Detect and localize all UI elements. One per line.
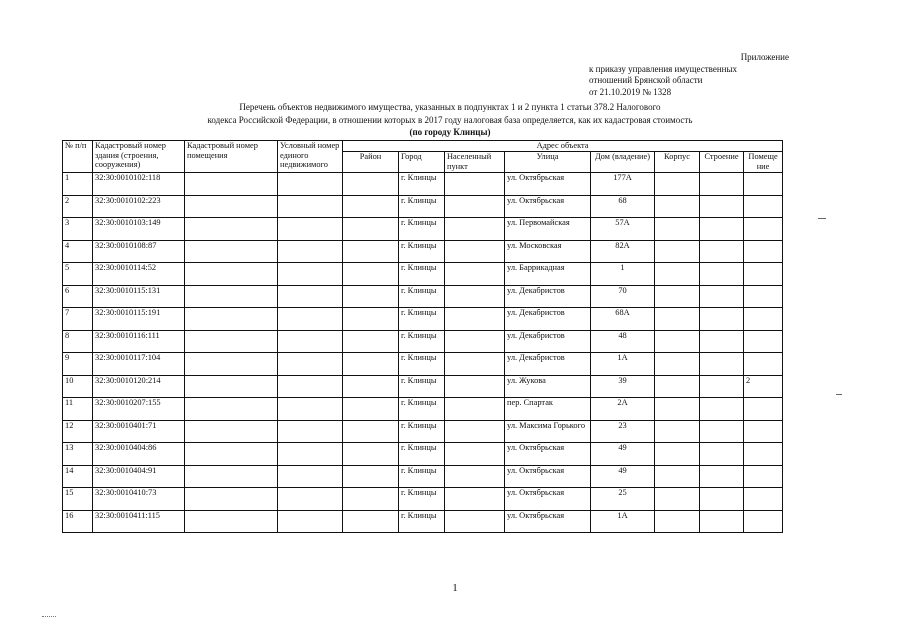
cell-city: г. Клинцы	[399, 420, 445, 443]
scan-mark	[42, 616, 56, 618]
cell-num: 16	[63, 510, 93, 533]
table-row	[63, 218, 783, 241]
cell-conditional	[278, 443, 343, 466]
cell-street: ул. Октябрьская	[505, 465, 591, 488]
cell-settlement	[445, 330, 505, 353]
cell-korpus	[655, 375, 700, 398]
table-row	[63, 510, 783, 533]
cell-korpus	[655, 195, 700, 218]
cell-num: 8	[63, 330, 93, 353]
cell-district	[343, 488, 399, 511]
cell-street: ул. Октябрьская	[505, 510, 591, 533]
cell-num: 3	[63, 218, 93, 241]
cell-building-cad: 32:30:0010108:87	[93, 240, 185, 263]
cell-room-cad	[185, 510, 278, 533]
cell-num: 1	[63, 173, 93, 196]
cell-room-cad	[185, 353, 278, 376]
cell-building	[700, 488, 744, 511]
cell-room-cad	[185, 240, 278, 263]
appendix-line-3: от 21.10.2019 № 1328	[589, 86, 672, 97]
cell-room	[744, 443, 783, 466]
cell-house: 68	[591, 195, 655, 218]
cell-street: ул. Октябрьская	[505, 443, 591, 466]
cell-city: г. Клинцы	[399, 465, 445, 488]
header-house: Дом (владение)	[591, 152, 655, 173]
cell-settlement	[445, 443, 505, 466]
cell-building	[700, 308, 744, 331]
header-street: Улица	[505, 152, 591, 173]
cell-house: 70	[591, 285, 655, 308]
appendix-block	[589, 52, 789, 98]
cell-city: г. Клинцы	[399, 353, 445, 376]
cell-district	[343, 465, 399, 488]
cell-conditional	[278, 263, 343, 286]
document-heading-line-1: Перечень объектов недвижимого имущества, указанных в подпунктах 1 и 2 пункта 1 статьи 378.2 Налогового	[239, 102, 661, 112]
table-row	[63, 465, 783, 488]
property-table	[62, 140, 783, 533]
cell-settlement	[445, 488, 505, 511]
cell-district	[343, 398, 399, 421]
cell-korpus	[655, 240, 700, 263]
cell-num: 4	[63, 240, 93, 263]
cell-korpus	[655, 510, 700, 533]
cell-building	[700, 330, 744, 353]
appendix-line-1: к приказу управления имущественных	[589, 63, 738, 74]
cell-conditional	[278, 510, 343, 533]
cell-num: 13	[63, 443, 93, 466]
cell-house: 49	[591, 465, 655, 488]
cell-room-cad	[185, 420, 278, 443]
cell-building	[700, 263, 744, 286]
cell-building-cad: 32:30:0010102:223	[93, 195, 185, 218]
cell-district	[343, 285, 399, 308]
cell-street: ул. Октябрьская	[505, 488, 591, 511]
cell-room-cad	[185, 263, 278, 286]
cell-conditional	[278, 218, 343, 241]
cell-city: г. Клинцы	[399, 173, 445, 196]
cell-conditional	[278, 353, 343, 376]
header-address-group: Адрес объекта	[343, 141, 783, 152]
cell-settlement	[445, 420, 505, 443]
cell-settlement	[445, 195, 505, 218]
cell-building-cad: 32:30:0010120:214	[93, 375, 185, 398]
document-heading-line-2: кодекса Российской Федерации, в отношении которых в 2017 году налоговая база определяется, как их кадастровая стоимость	[207, 115, 693, 125]
cell-conditional	[278, 195, 343, 218]
cell-building-cad: 32:30:0010117:104	[93, 353, 185, 376]
cell-district	[343, 263, 399, 286]
header-district: Район	[343, 152, 399, 173]
cell-building	[700, 398, 744, 421]
cell-city: г. Клинцы	[399, 398, 445, 421]
header-building-cadastral: Кадастровый номер здания (строения, сооружения)	[93, 141, 185, 173]
cell-city: г. Клинцы	[399, 195, 445, 218]
cell-building	[700, 240, 744, 263]
cell-conditional	[278, 375, 343, 398]
cell-district	[343, 240, 399, 263]
cell-room	[744, 240, 783, 263]
cell-room-cad	[185, 443, 278, 466]
cell-street: ул. Жукова	[505, 375, 591, 398]
cell-room-cad	[185, 218, 278, 241]
cell-conditional	[278, 240, 343, 263]
table-row	[63, 443, 783, 466]
cell-house: 1А	[591, 510, 655, 533]
cell-settlement	[445, 353, 505, 376]
cell-num: 7	[63, 308, 93, 331]
cell-building-cad: 32:30:0010115:131	[93, 285, 185, 308]
cell-room-cad	[185, 375, 278, 398]
cell-building	[700, 443, 744, 466]
cell-street: ул. Декабристов	[505, 353, 591, 376]
cell-house: 82А	[591, 240, 655, 263]
cell-house: 25	[591, 488, 655, 511]
cell-house: 177А	[591, 173, 655, 196]
cell-room	[744, 263, 783, 286]
cell-building-cad: 32:30:0010103:149	[93, 218, 185, 241]
cell-building	[700, 285, 744, 308]
cell-city: г. Клинцы	[399, 488, 445, 511]
cell-num: 15	[63, 488, 93, 511]
cell-city: г. Клинцы	[399, 375, 445, 398]
header-conditional-number: Условный номер единого недвижимого	[278, 141, 343, 173]
cell-building	[700, 375, 744, 398]
cell-building-cad: 32:30:0010401:71	[93, 420, 185, 443]
cell-house: 39	[591, 375, 655, 398]
table-row	[63, 488, 783, 511]
cell-street: ул. Октябрьская	[505, 195, 591, 218]
cell-room-cad	[185, 398, 278, 421]
cell-building	[700, 195, 744, 218]
cell-korpus	[655, 353, 700, 376]
table-row	[63, 398, 783, 421]
cell-house: 23	[591, 420, 655, 443]
table-row	[63, 375, 783, 398]
cell-street: ул. Декабристов	[505, 285, 591, 308]
table-row	[63, 420, 783, 443]
header-settlement: Населенный пункт	[445, 152, 505, 173]
cell-korpus	[655, 443, 700, 466]
table-body	[63, 173, 783, 533]
table-row	[63, 240, 783, 263]
cell-building-cad: 32:30:0010115:191	[93, 308, 185, 331]
cell-room-cad	[185, 330, 278, 353]
cell-korpus	[655, 173, 700, 196]
cell-building-cad: 32:30:0010114:52	[93, 263, 185, 286]
header-korpus: Корпус	[655, 152, 700, 173]
cell-korpus	[655, 218, 700, 241]
cell-room-cad	[185, 465, 278, 488]
cell-korpus	[655, 420, 700, 443]
document-heading-city: (по городу Клинцы)	[409, 127, 491, 137]
cell-conditional	[278, 285, 343, 308]
cell-korpus	[655, 465, 700, 488]
cell-room-cad	[185, 173, 278, 196]
header-city: Город	[399, 152, 445, 173]
cell-num: 12	[63, 420, 93, 443]
cell-street: ул. Московская	[505, 240, 591, 263]
cell-room: 2	[744, 375, 783, 398]
table-row	[63, 173, 783, 196]
cell-room	[744, 488, 783, 511]
cell-district	[343, 330, 399, 353]
cell-room-cad	[185, 308, 278, 331]
cell-building	[700, 353, 744, 376]
table-row	[63, 195, 783, 218]
cell-city: г. Клинцы	[399, 443, 445, 466]
cell-city: г. Клинцы	[399, 218, 445, 241]
cell-building	[700, 510, 744, 533]
appendix-line-2: отношений Брянской области	[589, 75, 703, 85]
cell-district	[343, 420, 399, 443]
cell-korpus	[655, 488, 700, 511]
cell-settlement	[445, 398, 505, 421]
cell-conditional	[278, 398, 343, 421]
cell-settlement	[445, 285, 505, 308]
cell-room	[744, 420, 783, 443]
header-num: № п/п	[63, 141, 93, 173]
cell-room-cad	[185, 195, 278, 218]
cell-city: г. Клинцы	[399, 263, 445, 286]
cell-street: ул. Декабристов	[505, 308, 591, 331]
cell-conditional	[278, 173, 343, 196]
cell-city: г. Клинцы	[399, 308, 445, 331]
cell-street: пер. Спартак	[505, 398, 591, 421]
cell-num: 9	[63, 353, 93, 376]
cell-korpus	[655, 398, 700, 421]
cell-house: 49	[591, 443, 655, 466]
cell-settlement	[445, 218, 505, 241]
cell-building-cad: 32:30:0010102:118	[93, 173, 185, 196]
cell-korpus	[655, 263, 700, 286]
cell-settlement	[445, 240, 505, 263]
cell-conditional	[278, 330, 343, 353]
cell-street: ул. Декабристов	[505, 330, 591, 353]
cell-num: 14	[63, 465, 93, 488]
cell-district	[343, 375, 399, 398]
cell-house: 1А	[591, 353, 655, 376]
cell-street: ул. Октябрьская	[505, 173, 591, 196]
cell-conditional	[278, 420, 343, 443]
cell-house: 1	[591, 263, 655, 286]
cell-room-cad	[185, 285, 278, 308]
cell-building	[700, 173, 744, 196]
header-building: Строение	[700, 152, 744, 173]
cell-city: г. Клинцы	[399, 510, 445, 533]
appendix-title: Приложение	[740, 52, 789, 62]
cell-street: ул. Максима Горького	[505, 420, 591, 443]
cell-building-cad: 32:30:0010116:111	[93, 330, 185, 353]
cell-district	[343, 173, 399, 196]
cell-city: г. Клинцы	[399, 285, 445, 308]
table-row	[63, 285, 783, 308]
cell-num: 10	[63, 375, 93, 398]
header-room-cadastral: Кадастровый номер помещения	[185, 141, 278, 173]
cell-house: 57А	[591, 218, 655, 241]
cell-building-cad: 32:30:0010404:91	[93, 465, 185, 488]
cell-district	[343, 218, 399, 241]
table-row	[63, 308, 783, 331]
cell-settlement	[445, 375, 505, 398]
cell-street: ул. Первомайская	[505, 218, 591, 241]
header-room: Помеще ние	[744, 152, 783, 173]
cell-house: 2А	[591, 398, 655, 421]
cell-room	[744, 465, 783, 488]
cell-district	[343, 353, 399, 376]
cell-district	[343, 443, 399, 466]
cell-num: 6	[63, 285, 93, 308]
cell-room	[744, 330, 783, 353]
cell-building-cad: 32:30:0010207:155	[93, 398, 185, 421]
cell-korpus	[655, 330, 700, 353]
page-number: 1	[452, 582, 458, 594]
cell-building	[700, 420, 744, 443]
cell-city: г. Клинцы	[399, 330, 445, 353]
cell-house: 68А	[591, 308, 655, 331]
cell-room	[744, 398, 783, 421]
cell-street: ул. Баррикадная	[505, 263, 591, 286]
cell-settlement	[445, 308, 505, 331]
cell-room-cad	[185, 488, 278, 511]
cell-room	[744, 218, 783, 241]
cell-room	[744, 173, 783, 196]
scan-mark	[818, 218, 826, 219]
cell-building-cad: 32:30:0010411:115	[93, 510, 185, 533]
cell-city: г. Клинцы	[399, 240, 445, 263]
cell-room	[744, 195, 783, 218]
cell-district	[343, 510, 399, 533]
cell-num: 5	[63, 263, 93, 286]
cell-room	[744, 308, 783, 331]
cell-room	[744, 353, 783, 376]
cell-building	[700, 465, 744, 488]
cell-settlement	[445, 263, 505, 286]
cell-building-cad: 32:30:0010410:73	[93, 488, 185, 511]
table-row	[63, 330, 783, 353]
cell-house: 48	[591, 330, 655, 353]
table-row	[63, 353, 783, 376]
cell-conditional	[278, 465, 343, 488]
cell-district	[343, 308, 399, 331]
cell-num: 2	[63, 195, 93, 218]
cell-conditional	[278, 308, 343, 331]
cell-room	[744, 285, 783, 308]
cell-conditional	[278, 488, 343, 511]
cell-korpus	[655, 285, 700, 308]
cell-settlement	[445, 173, 505, 196]
cell-building-cad: 32:30:0010404:86	[93, 443, 185, 466]
cell-building	[700, 218, 744, 241]
cell-korpus	[655, 308, 700, 331]
cell-num: 11	[63, 398, 93, 421]
cell-settlement	[445, 510, 505, 533]
cell-room	[744, 510, 783, 533]
cell-district	[343, 195, 399, 218]
cell-settlement	[445, 465, 505, 488]
scan-mark	[836, 394, 842, 395]
table-row	[63, 263, 783, 286]
